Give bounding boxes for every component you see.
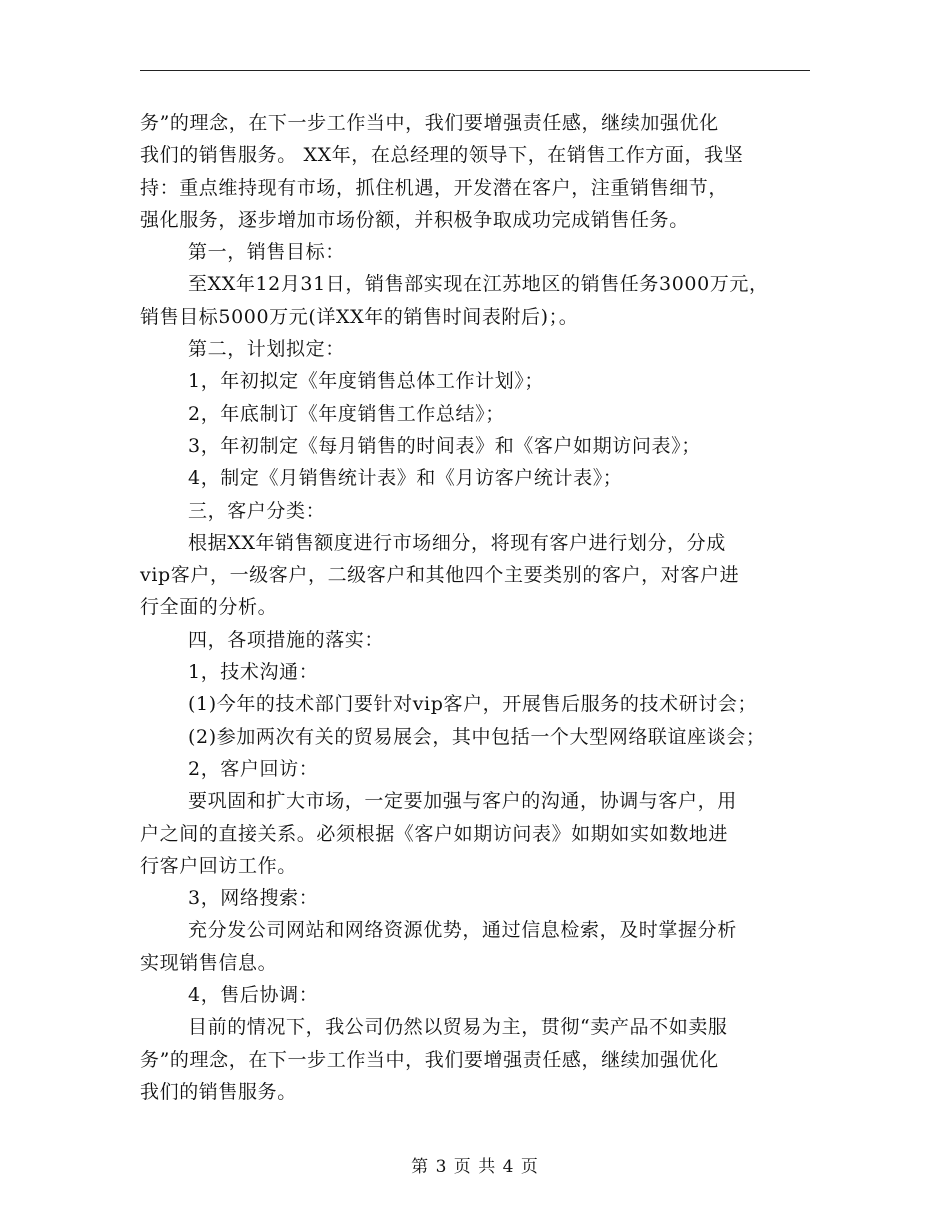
text-line: 户之间的直接关系。必须根据《客户如期访问表》如期如实如数地进 — [140, 822, 729, 845]
text-line: vip客户，一级客户，二级客户和其他四个主要类别的客户，对客户进 — [140, 564, 740, 587]
list-item: (2)参加两次有关的贸易展会，其中包括一个大型网络联谊座谈会； — [188, 725, 766, 748]
list-item: (1)今年的技术部门要针对vip客户，开展售后服务的技术研讨会； — [188, 693, 758, 716]
list-item: 4，制定《月销售统计表》和《月访客户统计表》； — [188, 467, 623, 490]
text-line: 目前的情况下，我公司仍然以贸易为主，贯彻“卖产品不如卖服 — [188, 1016, 728, 1039]
subsection-heading: 1，技术沟通： — [188, 661, 319, 684]
list-item: 2，年底制订《年度销售工作总结》； — [188, 402, 505, 425]
list-item: 3，年初制定《每月销售的时间表》和《客户如期访问表》； — [188, 434, 701, 457]
text-line: 强化服务，逐步增加市场份额，并积极争取成功完成销售任务。 — [140, 208, 689, 231]
subsection-heading: 2，客户回访： — [188, 757, 319, 780]
list-item: 1，年初拟定《年度销售总体工作计划》； — [188, 370, 544, 393]
header-rule — [140, 70, 810, 71]
text-line: 持：重点维持现有市场，抓住机遇，开发潜在客户，注重销售细节， — [140, 176, 729, 199]
text-line: 我们的销售服务。 XX年，在总经理的领导下，在销售工作方面，我坚 — [140, 144, 744, 167]
text-line: 至XX年12月31日，销售部实现在江苏地区的销售任务3000万元， — [188, 273, 769, 296]
text-line: 务”的理念，在下一步工作当中，我们要增强责任感，继续加强优化 — [140, 112, 719, 134]
subsection-heading: 4，售后协调： — [188, 984, 319, 1007]
section-heading: 第二，计划拟定： — [188, 338, 345, 361]
section-heading: 三，客户分类： — [188, 499, 326, 522]
page-number: 第 3 页 共 4 页 — [411, 1157, 539, 1177]
text-line: 根据XX年销售额度进行市场细分，将现有客户进行划分，分成 — [188, 531, 726, 554]
text-line: 行客户回访工作。 — [140, 854, 297, 877]
text-line: 充分发公司网站和网络资源优势，通过信息检索，及时掌握分析 — [188, 919, 737, 942]
text-line: 行全面的分析。 — [140, 596, 278, 619]
text-line: 销售目标5000万元(详XX年的销售时间表附后)；。 — [140, 305, 579, 328]
text-line: 务”的理念，在下一步工作当中，我们要增强责任感，继续加强优化 — [140, 1048, 719, 1071]
text-line: 要巩固和扩大市场，一定要加强与客户的沟通，协调与客户，用 — [188, 790, 737, 813]
text-line: 实现销售信息。 — [140, 951, 278, 974]
text-line: 我们的销售服务。 — [140, 1080, 297, 1103]
section-heading: 四，各项措施的落实： — [188, 628, 385, 651]
subsection-heading: 3，网络搜索： — [188, 887, 319, 910]
body-text — [140, 107, 820, 1108]
section-heading: 第一，销售目标： — [188, 241, 345, 264]
